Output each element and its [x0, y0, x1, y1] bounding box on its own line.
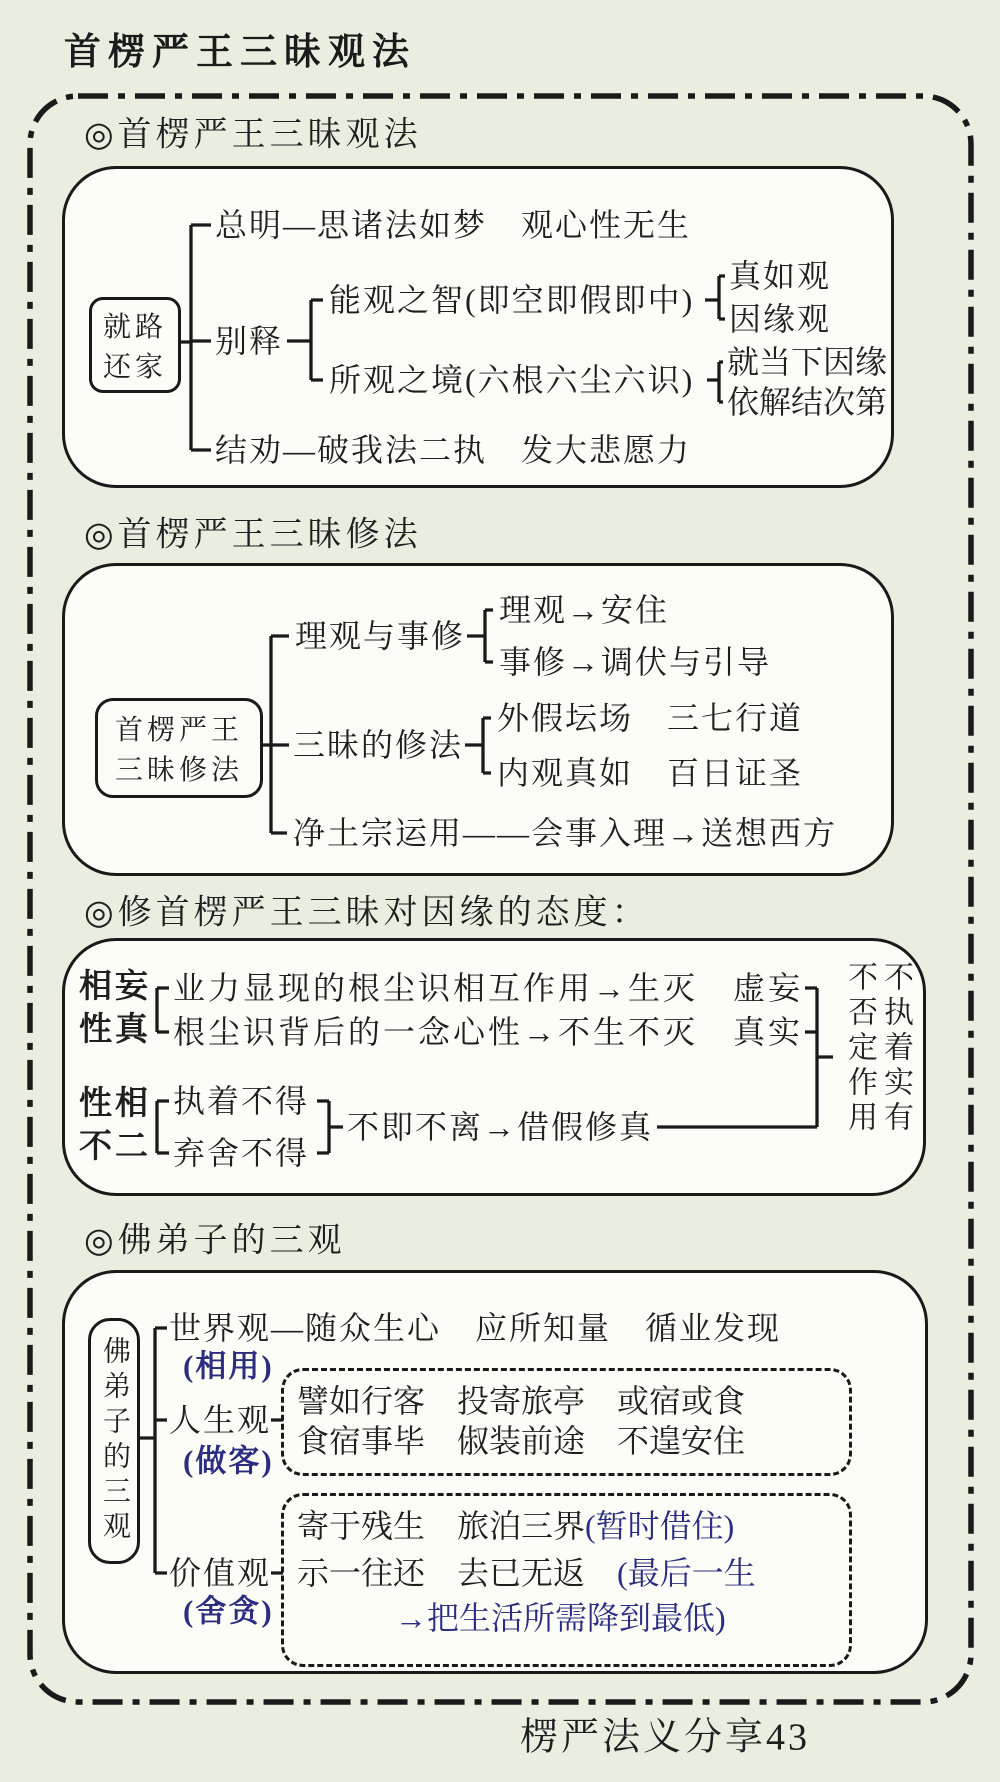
root-node-three-views [88, 1318, 140, 1564]
branch-jiequan: 结劝—破我法二执 发大悲愿力 [215, 431, 692, 468]
branch-valueview: 价值观 [169, 1554, 272, 1591]
quote-sojourn-line3: →把生活所需降到最低) [395, 1599, 726, 1636]
root-node-text: 佛弟子的三观 [99, 1336, 130, 1546]
note-xiangyong: (相用) [183, 1348, 274, 1384]
quote-traveler-line1: 譬如行客 投寄旅亭 或宿或食 [297, 1382, 746, 1419]
quote-sojourn-line2-blue: (最后一生 [617, 1554, 756, 1591]
row-qishe-bude: 弃舍不得 [173, 1134, 310, 1171]
label-xiangwang: 相妄 [79, 969, 151, 1006]
panel-contemplation [62, 166, 894, 488]
section4-heading: ◎佛弟子的三观 [84, 1222, 346, 1260]
root-node-jiulu-huanjia [89, 297, 181, 393]
section3-heading: ◎修首楞严王三昧对因缘的态度： [84, 894, 650, 932]
row-mind-nature: 根尘识背后的一念心性→不生不灭 真实 [173, 1013, 804, 1050]
panel-three-views [62, 1270, 928, 1674]
leaf-jiudangxia: 就当下因缘 [727, 343, 888, 380]
root-node-line2: 三昧修法 [114, 755, 243, 786]
page-title: 首楞严王三昧观法 [64, 31, 416, 72]
quote-sojourn-line1 [297, 1507, 734, 1545]
note-zuoke: (做客) [183, 1443, 274, 1479]
leaf-yinyuanguan: 因缘观 [729, 300, 832, 337]
quote-traveler-line2: 食宿事毕 俶装前途 不遑安住 [297, 1422, 746, 1459]
label-xingxiang: 性相 [79, 1086, 151, 1123]
vertical-text-not-cling-real: 不执着实有 [879, 961, 912, 1136]
root-node-line2: 还家 [102, 352, 167, 383]
quote-sojourn-line1-blue: (暂时借住) [585, 1507, 735, 1544]
branch-liguan-shixiu: 理观与事修 [295, 617, 466, 654]
branch-worldview: 世界观—随众生心 应所知量 循业发现 [169, 1309, 782, 1346]
label-xingzhen: 性真 [79, 1012, 151, 1049]
vertical-text-not-deny-function: 不否定作用 [843, 961, 876, 1136]
root-node-line1: 就路 [102, 312, 167, 343]
panel-attitude [62, 938, 926, 1196]
branch-bieshi: 别释 [215, 322, 284, 359]
branch-jingtu-yunyong: 净土宗运用——会事入理→送想西方 [293, 814, 838, 851]
quote-sojourn-line2-black: 示一往还 去已无返 [297, 1554, 586, 1591]
row-zhizhuo-bude: 执着不得 [173, 1082, 310, 1119]
leaf-neiguan-zhenru: 内观真如 百日证圣 [497, 754, 804, 791]
branch-nengguan: 能观之智(即空即假即中) [329, 281, 695, 318]
leaf-liguan-anzhu: 理观→安住 [499, 591, 670, 628]
quote-sojourn-line1-black: 寄于残生 旅泊三界 [297, 1507, 586, 1544]
leaf-shixiu-tiaofu: 事修→调伏与引导 [499, 643, 772, 680]
leaf-zhenruguan: 真如观 [729, 257, 832, 294]
quote-sojourn-line2 [297, 1554, 756, 1592]
branch-suoguan: 所观之境(六根六尘六识) [329, 361, 695, 398]
row-karma-interaction: 业力显现的根尘识相互作用→生灭 虚妄 [173, 969, 804, 1006]
branch-lifeview: 人生观 [169, 1401, 272, 1438]
branch-zongming: 总明—思诸法如梦 观心性无生 [215, 206, 692, 243]
root-node-line1: 首楞严王 [114, 715, 243, 746]
section2-heading: ◎首楞严王三昧修法 [84, 516, 422, 554]
row-bujibuli: 不即不离→借假修真 [347, 1108, 654, 1145]
leaf-waijia-tanchang: 外假坛场 三七行道 [497, 699, 804, 736]
leaf-yijiejie: 依解结次第 [727, 383, 888, 420]
label-buer: 不二 [79, 1129, 151, 1166]
branch-sanmei-xiufa: 三昧的修法 [293, 726, 464, 763]
section1-heading: ◎首楞严王三昧观法 [84, 116, 422, 154]
footer-credit: 楞严法义分享43 [520, 1716, 811, 1759]
panel-cultivation [62, 563, 894, 876]
note-shetan: (舍贪) [183, 1593, 274, 1629]
root-node-samadhi-cultivation [95, 698, 263, 798]
